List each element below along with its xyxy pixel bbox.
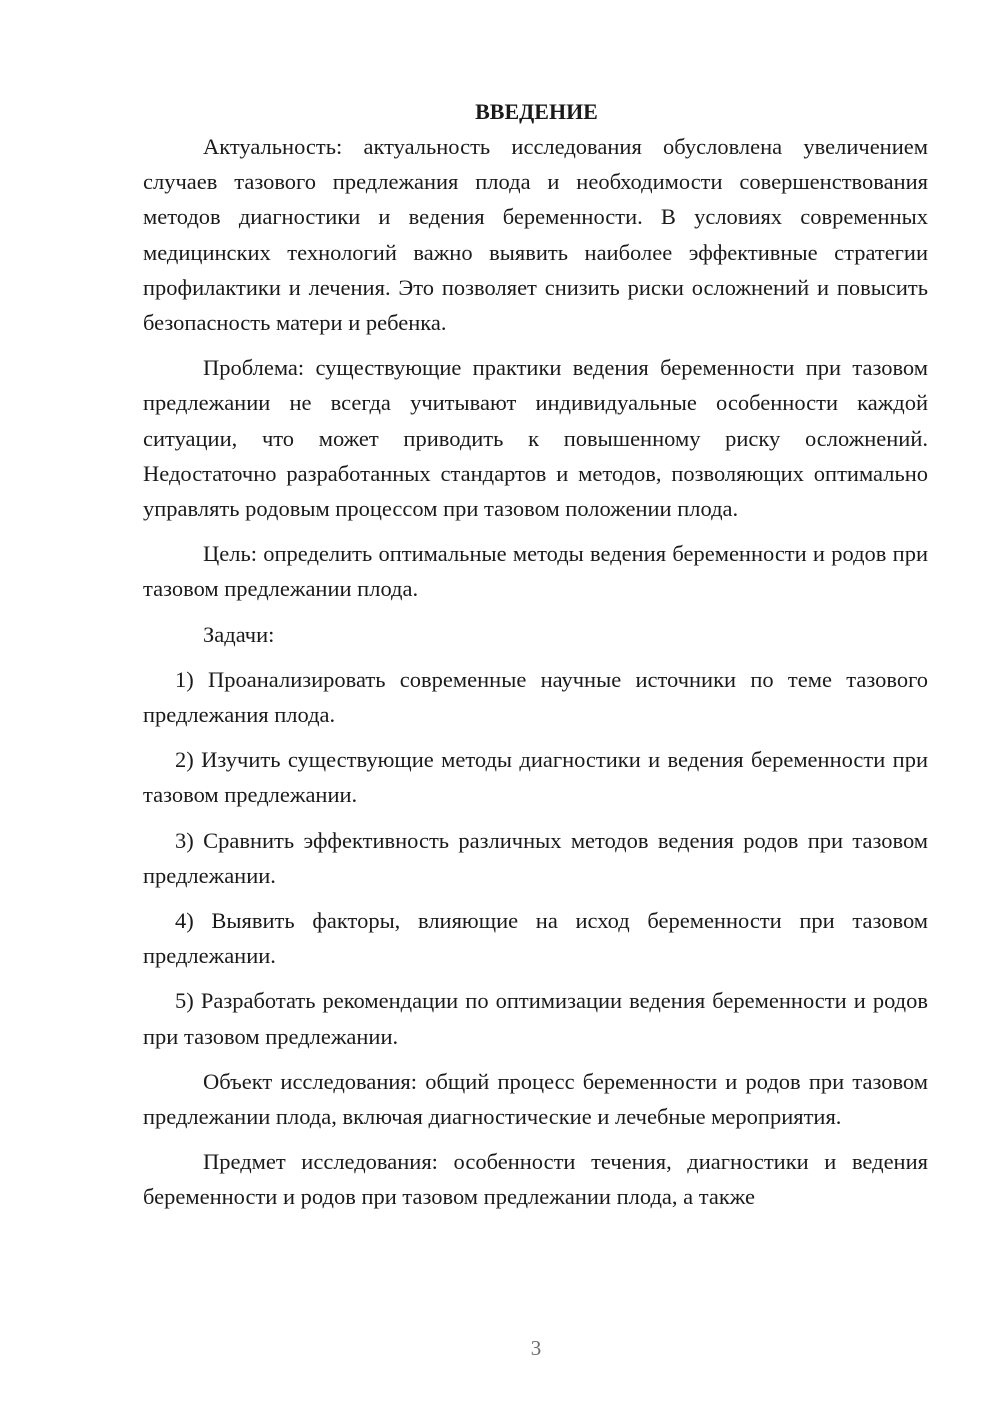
relevance-paragraph: Актуальность: актуальность исследования обусловлена увеличением случаев тазового предлежания плода и необходимости совершенствования методов диагностики и ведения беременности. В условиях современных медицинских технологий важно выявить наиболее эффективные стратегии профилактики и лечения. Это позволяет снизить риски осложнений и повысить безопасность матери и ребенка. bbox=[143, 134, 928, 336]
document-title: ВВЕДЕНИЕ bbox=[475, 99, 598, 124]
object-paragraph: Объект исследования: общий процесс беременности и родов при тазовом предлежании плода, включая диагностические и лечебные мероприятия. bbox=[143, 1068, 928, 1130]
goal-paragraph: Цель: определить оптимальные методы ведения беременности и родов при тазовом предлежании плода. bbox=[143, 541, 928, 602]
task-item-2: 2) Изучить существующие методы диагностики и ведения беременности при тазовом предлежании. bbox=[143, 747, 928, 808]
task-item-1: 1) Проанализировать современные научные источники по теме тазового предлежания плода. bbox=[143, 666, 928, 728]
tasks-heading: Задачи: bbox=[203, 621, 275, 647]
document-page bbox=[143, 94, 928, 1215]
problem-paragraph: Проблема: существующие практики ведения беременности при тазовом предлежании не всегда учитывают индивидуальные особенности каждой ситуации, что может приводить к повышенному риску осложнений. Недостаточно разработанных стандартов и методов, позволяющих оптимально управлять родовым процессом при тазовом положении плода. bbox=[143, 355, 928, 522]
subject-paragraph: Предмет исследования: особенности течения, диагностики и ведения беременности и родов при тазовом предлежании плода, а также bbox=[143, 1149, 928, 1210]
page-number: 3 bbox=[530, 1336, 542, 1360]
task-item-3: 3) Сравнить эффективность различных методов ведения родов при тазовом предлежании. bbox=[143, 827, 928, 888]
task-item-4: 4) Выявить факторы, влияющие на исход беременности при тазовом предлежании. bbox=[143, 908, 928, 969]
task-item-5: 5) Разработать рекомендации по оптимизации ведения беременности и родов при тазовом предлежании. bbox=[143, 988, 928, 1049]
